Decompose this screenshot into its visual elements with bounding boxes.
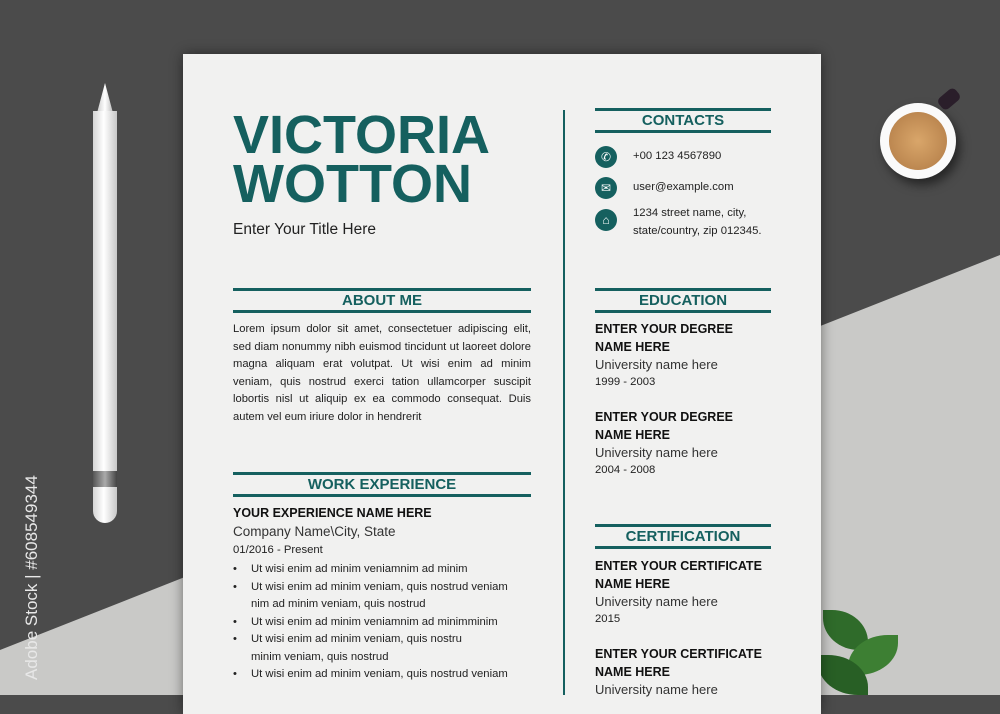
cert-name-2: NAME HERE [595, 665, 671, 679]
cert-school: University name here [595, 594, 718, 609]
edu-school: University name here [595, 357, 718, 372]
job-title: Enter Your Title Here [233, 221, 377, 238]
work-company: Company Name\City, State [233, 524, 396, 539]
bullet-item: Ut wisi enim ad minim veniam, quis nostru [251, 633, 462, 645]
cert-name-2: NAME HERE [595, 577, 671, 591]
about-heading: ABOUT ME [233, 288, 531, 313]
coffee-cup [880, 103, 956, 179]
home-icon: ⌂ [595, 209, 617, 231]
edu-years: 1999 - 2003 [595, 376, 656, 388]
contacts-heading: CONTACTS [595, 108, 771, 133]
cert-year: 2015 [595, 613, 621, 625]
bullet-item-cont: minim veniam, quis nostrud [251, 651, 389, 663]
name-last: WOTTON [233, 154, 472, 214]
plant [818, 605, 908, 695]
work-job-title: YOUR EXPERIENCE NAME HERE [233, 506, 432, 520]
bullet-item: Ut wisi enim ad minim veniam, quis nostrud veniam [251, 581, 508, 593]
bullet-item: Ut wisi enim ad minim veniamnim ad minim [251, 563, 468, 575]
contact-phone: +00 123 4567890 [633, 150, 722, 162]
edu-degree: ENTER YOUR DEGREE [595, 410, 733, 424]
work-heading: WORK EXPERIENCE [233, 472, 531, 497]
bullet-item: Ut wisi enim ad minim veniamnim ad minimminim [251, 616, 498, 628]
phone-icon: ✆ [595, 146, 617, 168]
cert-name: ENTER YOUR CERTIFICATE [595, 647, 762, 661]
edu-school: University name here [595, 445, 718, 460]
education-heading: EDUCATION [595, 288, 771, 313]
cert-school: University name here [595, 682, 718, 697]
stylus-pencil [93, 83, 117, 523]
work-dates: 01/2016 - Present [233, 544, 323, 556]
email-icon: ✉ [595, 177, 617, 199]
contact-email: user@example.com [633, 181, 734, 193]
edu-degree-2: NAME HERE [595, 340, 671, 354]
cert-name: ENTER YOUR CERTIFICATE [595, 559, 762, 573]
edu-degree-2: NAME HERE [595, 428, 671, 442]
certification-heading: CERTIFICATION [595, 524, 771, 549]
watermark: Adobe Stock | #608549344 [22, 475, 41, 680]
name-first: VICTORIA [233, 105, 491, 165]
cup-handle [936, 87, 962, 112]
contact-address-2: state/country, zip 012345. [633, 225, 762, 237]
bullet-item: Ut wisi enim ad minim veniam, quis nostrud veniam [251, 668, 508, 680]
edu-years: 2004 - 2008 [595, 464, 656, 476]
about-text: Lorem ipsum dolor sit amet, consectetuer adipiscing elit, sed diam nonummy nibh euismod tincidunt ut laoreet dolore magna aliquam erat volutpat. Ut wisi enim ad minim veniam, quis nostrud exerci tation ullamcorper suscipit lobortis nisl ut aliquip ex ea commodo consequat. Duis autem vel eum iriure dolor in hendrerit [233, 323, 531, 423]
bullet-item-cont: nim ad minim veniam, quis nostrud [251, 598, 426, 610]
edu-degree: ENTER YOUR DEGREE [595, 322, 733, 336]
contact-address-1: 1234 street name, city, [633, 207, 747, 219]
column-divider [563, 110, 565, 695]
